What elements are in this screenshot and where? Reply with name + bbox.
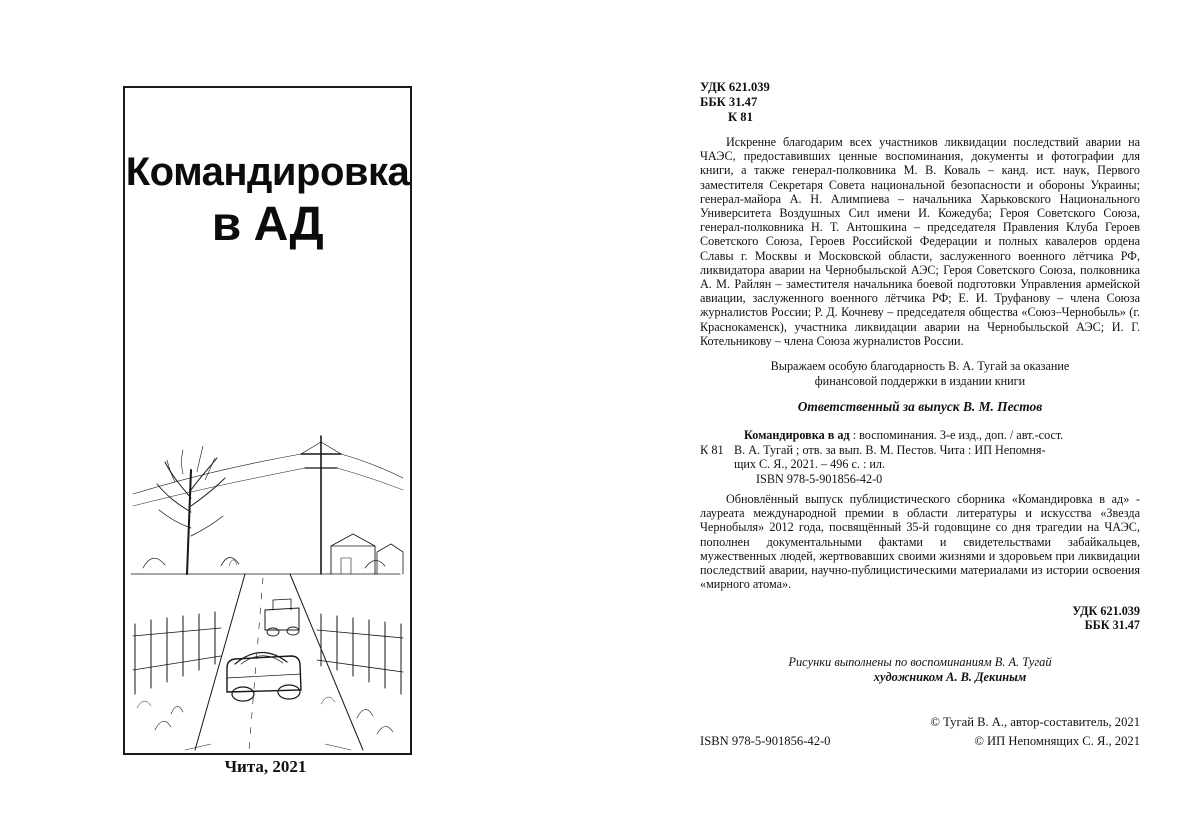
udk-code: УДК 621.039 [700, 80, 770, 94]
classification-block [700, 80, 1140, 125]
shelf-code: К 81 [728, 110, 753, 124]
acknowledgements-paragraph: Искренне благодарим всех участников ликвидации последствий аварии на ЧАЭС, предоставивших ценные воспоминания, документы и фотографии для книги, а также генерал-полковника М. В. Коваль – канд. ист. наук, Первого заместителя Секретаря Совета национальной безопасности и обороны Украины; генерал-майора А. Н. Алимпиева – начальника Харьковского Национального Университета Воздушных Сил имени И. Кожедуба; Героя Советского Союза, генерал-полковника Н. Т. Антошкина – председателя Правления Клуба Героев Советского Союза, Героев Российской Федерации и полных кавалеров ордена Славы г. Москвы и Московской области, заслуженного военного лётчика РФ, ликвидатора аварии на Чернобыльской АЭС; Героя Советского Союза, полковника А. М. Райлян – заместителя начальника боевой подготовки Управления армейской авиации, заслуженного военного лётчика РФ; Е. И. Труфанову – члена Союза журналистов России; Р. Д. Кочневу – председателя общества «Союз–Чернобыль» (г. Краснокаменск), участника ликвидации аварии на Чернобыльской АЭС; И. Г. Котельникову – члена Союза журналистов России. [700, 135, 1140, 348]
book-cover [123, 86, 412, 755]
catalog-card-body [734, 428, 1140, 471]
responsible-editor: Ответственный за выпуск В. М. Пестов [797, 399, 1043, 415]
bbk-code-repeat: ББК 31.47 [1084, 618, 1140, 633]
cover-title-line-2: в АД [211, 198, 324, 251]
classification-repeat [700, 604, 1140, 633]
illustrations-credit-line-1: Рисунки выполнены по воспоминаниям В. А. Тугай [788, 654, 1052, 669]
special-thanks [700, 359, 1140, 388]
right-page [599, 0, 1198, 839]
catalog-card-line-1-rest: : воспоминания. 3-е изд., доп. / авт.-сост. [849, 428, 1064, 443]
copyright-line-2: © ИП Непомнящих С. Я., 2021 [974, 734, 1140, 748]
copyright-page-content [700, 80, 1140, 685]
isbn-bottom: ISBN 978-5-901856-42-0 [700, 734, 831, 748]
annotation-paragraph: Обновлённый выпуск публицистического сборника «Командировка в ад» - лауреата международной премии в области литературы и искусства «Звезда Чернобыля» 2012 года, посвящённый 35-й годовщине со дня трагедии на ЧАЭС, пополнен документальными фактами и свидетельствами забайкальцев, мужественных людей, жертвовавших своими жизнями и здоровьем при ликвидации последствий аварии, научно-публицистическими материалами из истории освоения «мирного атома». [700, 491, 1140, 592]
cover-title [125, 150, 410, 252]
catalog-card-line-2: В. А. Тугай ; отв. за вып. В. М. Пестов. Чита : ИП Непомня- [734, 442, 1046, 457]
cover-imprint: Чита, 2021 [224, 757, 307, 776]
bbk-code: ББК 31.47 [700, 95, 758, 109]
copyright-line-1: © Тугай В. А., автор-составитель, 2021 [930, 715, 1140, 729]
illustrations-credit [700, 655, 1140, 685]
catalog-card-line-3: щих С. Я., 2021. – 496 с. : ил. [734, 457, 886, 472]
special-thanks-line-1: Выражаем особую благодарность В. А. Тугай за оказание [770, 359, 1070, 374]
cover-title-line-1: Командировка [125, 150, 410, 194]
catalog-card [700, 428, 1140, 486]
catalog-card-code: К 81 [700, 443, 724, 458]
udk-code-repeat: УДК 621.039 [1072, 603, 1140, 618]
catalog-card-title: Командировка в ад [744, 428, 850, 443]
special-thanks-line-2: финансовой поддержки в издании книги [814, 373, 1026, 388]
illustrations-credit-line-2: художником А. В. Декиным [873, 669, 1027, 684]
cover-illustration [125, 378, 410, 753]
copyright-footer [700, 713, 1140, 751]
catalog-card-isbn: ISBN 978-5-901856-42-0 [756, 472, 883, 487]
